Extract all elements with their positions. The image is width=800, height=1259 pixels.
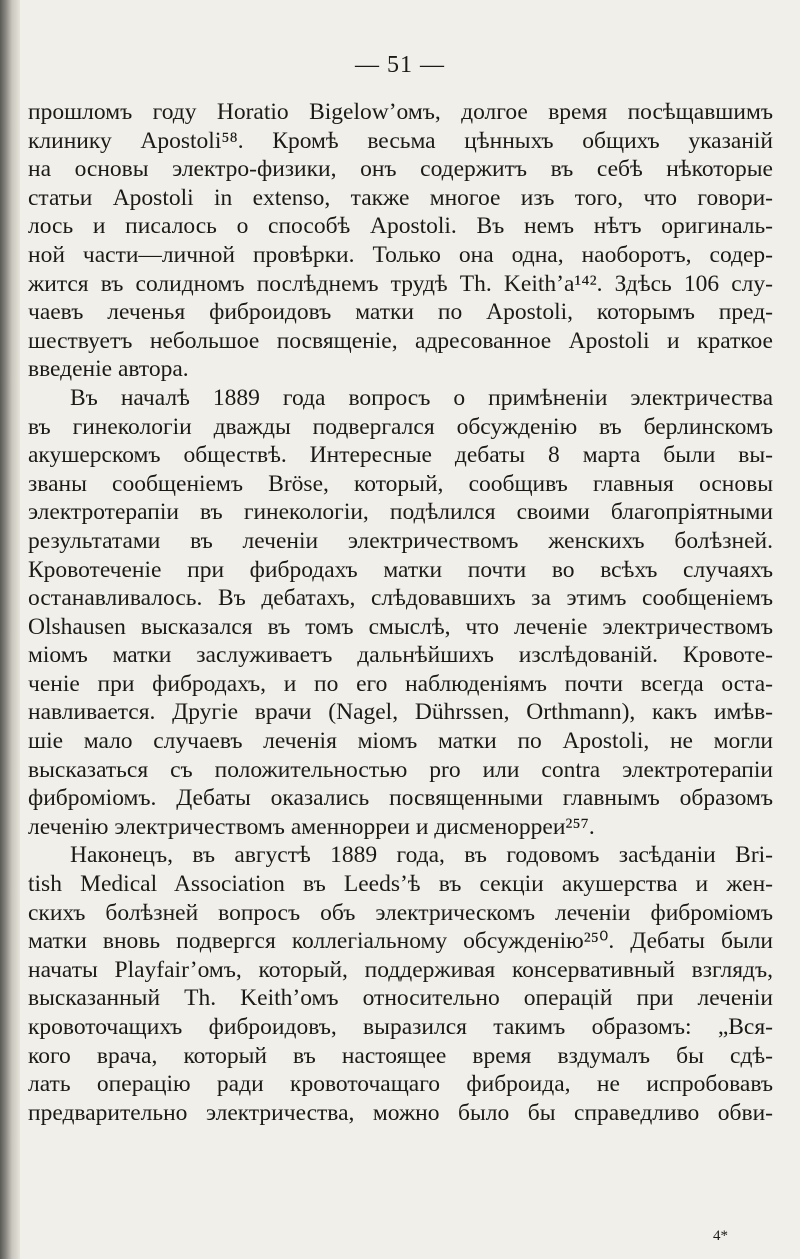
text-line: леченію электричествомъ аменнорреи и дисменорреи²⁵⁷.: [28, 813, 595, 840]
text-line: фиброміомъ. Дебаты оказались посвященными главнымъ образомъ: [28, 785, 773, 812]
text-line: шествуетъ небольшое посвященіе, адресованное Apostoli и краткое: [28, 327, 773, 354]
signature-mark: 4*: [713, 1228, 728, 1244]
text-line: матки вновь подвергся коллегіальному обсужденію²⁵⁰. Дебаты были: [28, 928, 773, 955]
text-line: міомъ матки заслуживаетъ дальнѣйшихъ изслѣдованій. Кровоте-: [28, 642, 773, 669]
text-line: прошломъ году Horatio Bigelow’омъ, долгое время посѣщавшимъ: [28, 99, 773, 125]
text-line: въ гинекологіи дважды подвергался обсужденію въ берлинскомъ: [28, 413, 773, 440]
binding-gutter: [0, 0, 20, 1259]
text-line: введеніе автора.: [28, 356, 189, 383]
text-line: кого врача, который въ настоящее время вздумалъ бы сдѣ-: [28, 1042, 773, 1069]
text-line: на основы электро-физики, онъ содержитъ въ себѣ нѣкоторые: [28, 156, 773, 183]
text-line: статьи Apostoli in extenso, также многое изъ того, что говори-: [28, 184, 773, 211]
text-line: высказаться съ положительностью pro или contra электротерапіи: [28, 756, 773, 783]
text-line: акушерскомъ обществѣ. Интересные дебаты 8 марта были вы-: [28, 442, 773, 469]
text-line: навливается. Другіе врачи (Nagel, Dührssen, Orthmann), какъ имѣв-: [28, 699, 773, 726]
text-line: ченіе при фибродахъ, и по его наблюденіямъ почти всегда оста-: [28, 670, 773, 697]
text-line: кровоточащихъ фиброидовъ, выразился такимъ образомъ: „Вся-: [28, 1014, 773, 1040]
text-line: чаевъ леченья фиброидовъ матки по Apostoli, которымъ пред-: [28, 299, 773, 326]
text-line: предварительно электричества, можно было бы справедливо обви-: [28, 1099, 773, 1126]
text-line: высказанный Th. Keith’омъ относительно операцій при леченіи: [28, 985, 773, 1012]
text-line: Кровотеченіе при фибродахъ матки почти во всѣхъ случаяхъ: [28, 556, 773, 583]
text-line: клинику Apostoli⁵⁸. Кромѣ весьма цѣнныхъ общихъ указаній: [28, 127, 773, 154]
text-line: Olshausen высказался въ томъ смыслѣ, что леченіе электричествомъ: [28, 613, 773, 640]
paragraph-start-line: Въ началѣ 1889 года вопросъ о примѣненіи электричества: [70, 384, 773, 411]
text-line: tish Medical Association въ Leeds’ѣ въ секціи акушерства и жен-: [28, 871, 773, 898]
page-number: — 51 —: [355, 52, 445, 78]
text-line: начаты Playfair’омъ, который, поддерживая консервативный взглядъ,: [28, 956, 773, 983]
text-line: званы сообщеніемъ Bröse, который, сообщивъ главныя основы: [28, 470, 773, 497]
text-line: ной части—личной провѣрки. Только она одна, наоборотъ, содер-: [28, 241, 773, 268]
paragraph-start-line: Наконецъ, въ августѣ 1889 года, въ годовомъ засѣданіи Bri-: [70, 842, 773, 869]
text-line: лать операцію ради кровоточащаго фиброида, не испробовавъ: [28, 1071, 773, 1098]
text-line: шіе мало случаевъ леченія міомъ матки по Apostoli, не могли: [28, 728, 773, 755]
text-line: электротерапіи въ гинекологіи, подѣлился своими благопріятными: [28, 499, 773, 526]
body-text: [28, 98, 773, 1127]
text-line: скихъ болѣзней вопросъ объ электрическомъ леченіи фиброміомъ: [28, 899, 773, 926]
text-line: останавливалось. Въ дебатахъ, слѣдовавшихъ за этимъ сообщеніемъ: [28, 585, 773, 612]
text-line: результатами въ леченіи электричествомъ женскихъ болѣзней.: [28, 527, 773, 554]
text-line: лось и писалось о способѣ Apostoli. Въ немъ нѣтъ оригиналь-: [28, 213, 773, 240]
text-line: жится въ солидномъ послѣднемъ трудѣ Th. Keith’а¹⁴². Здѣсь 106 слу-: [28, 270, 773, 297]
